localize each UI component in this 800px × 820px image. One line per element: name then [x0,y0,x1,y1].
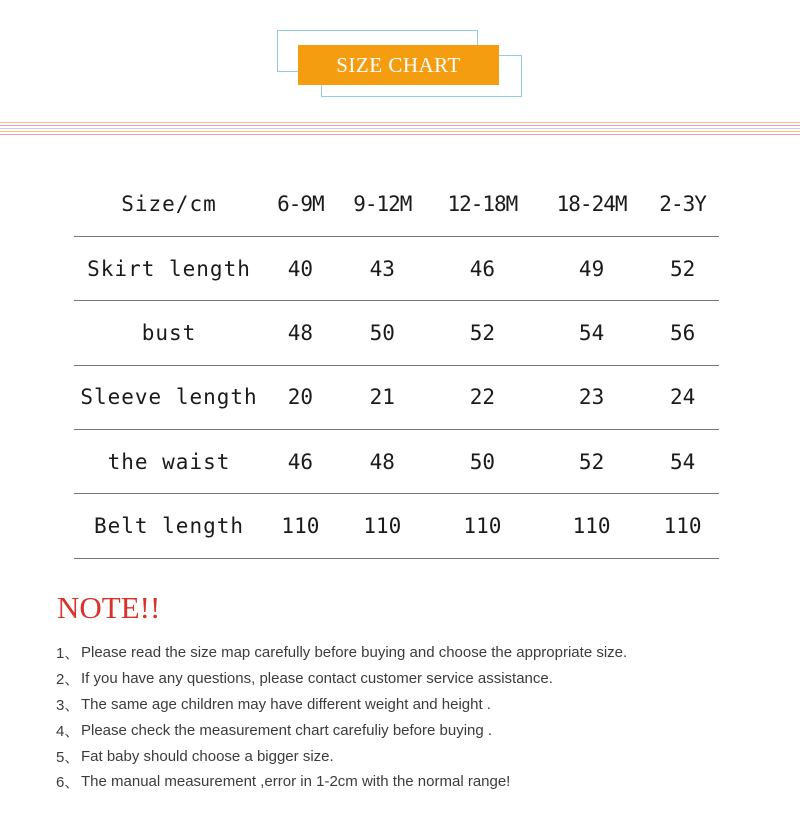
note-item [56,743,627,769]
table-cell: 110 [281,514,320,539]
table-cell: 43 [369,256,395,281]
note-number: 5、 [56,748,80,766]
note-list [56,640,627,795]
row-label: bust [141,320,197,345]
note-number: 2、 [56,671,80,689]
size-header: 18-24M [556,191,627,216]
table-cell: 48 [287,320,314,345]
divider-stripe [0,134,800,135]
size-header: 2-3Y [659,191,706,216]
divider-stripe [0,131,800,132]
row-label: Skirt length [87,256,251,281]
row-label: Sleeve length [80,385,258,410]
table-cell: 50 [469,449,496,474]
note-number: 6、 [56,774,80,792]
table-cell: 48 [369,449,395,474]
note-text: The manual measurement ,error in 1-2cm with the normal range! [81,773,511,791]
table-cell: 110 [572,514,611,539]
table-cell: 46 [469,256,496,281]
table-cell: 21 [369,385,395,410]
note-item [56,769,627,795]
table-cell: 40 [287,256,314,281]
size-header: 6-9M [277,191,324,216]
divider-stripe [0,128,800,129]
note-text: Please read the size map carefully before buying and choose the appropriate size. [81,644,628,662]
note-text: Please check the measurement chart carefuliy before buying . [81,721,493,739]
note-number: 3、 [56,696,80,714]
note-text: The same age children may have different weight and height . [81,695,491,713]
size-table [74,172,719,559]
note-item [56,640,627,666]
table-header-row [74,172,719,236]
table-cell: 52 [669,256,696,281]
table-cell: 23 [578,385,605,410]
note-item [56,692,627,718]
table-row [74,365,719,429]
note-number: 1、 [56,645,80,663]
table-cell: 46 [287,449,314,474]
table-cell: 22 [469,385,496,410]
table-row [74,430,719,494]
table-row [74,494,719,558]
table-cell: 54 [669,449,696,474]
note-number: 4、 [56,722,80,740]
note-heading: NOTE!! [57,590,161,625]
table-row [74,301,719,365]
table-cell: 110 [463,514,502,539]
size-header: 12-18M [447,191,518,216]
table-cell: 24 [669,385,696,410]
table-cell: 50 [369,320,395,345]
table-row [74,236,719,300]
note-item [56,717,627,743]
divider-stripe [0,122,800,123]
decorative-divider [0,122,800,136]
table-cell: 52 [469,320,496,345]
row-label: the waist [107,449,231,474]
table-cell: 110 [663,514,702,539]
table-cell: 110 [363,514,402,539]
size-header: 9-12M [353,191,412,216]
table-cell: 49 [578,256,605,281]
table-cell: 52 [578,449,605,474]
title-banner [0,0,800,110]
note-item [56,666,627,692]
table-cell: 54 [578,320,605,345]
row-label: Belt length [93,514,245,539]
table-cell: 20 [287,385,314,410]
divider-stripe [0,125,800,126]
size-chart-title: SIZE CHART [298,45,499,85]
corner-label: Size/cm [121,191,217,216]
note-text: Fat baby should choose a bigger size. [81,747,334,765]
note-text: If you have any questions, please contact customer service assistance. [81,670,553,688]
table-cell: 56 [669,320,696,345]
